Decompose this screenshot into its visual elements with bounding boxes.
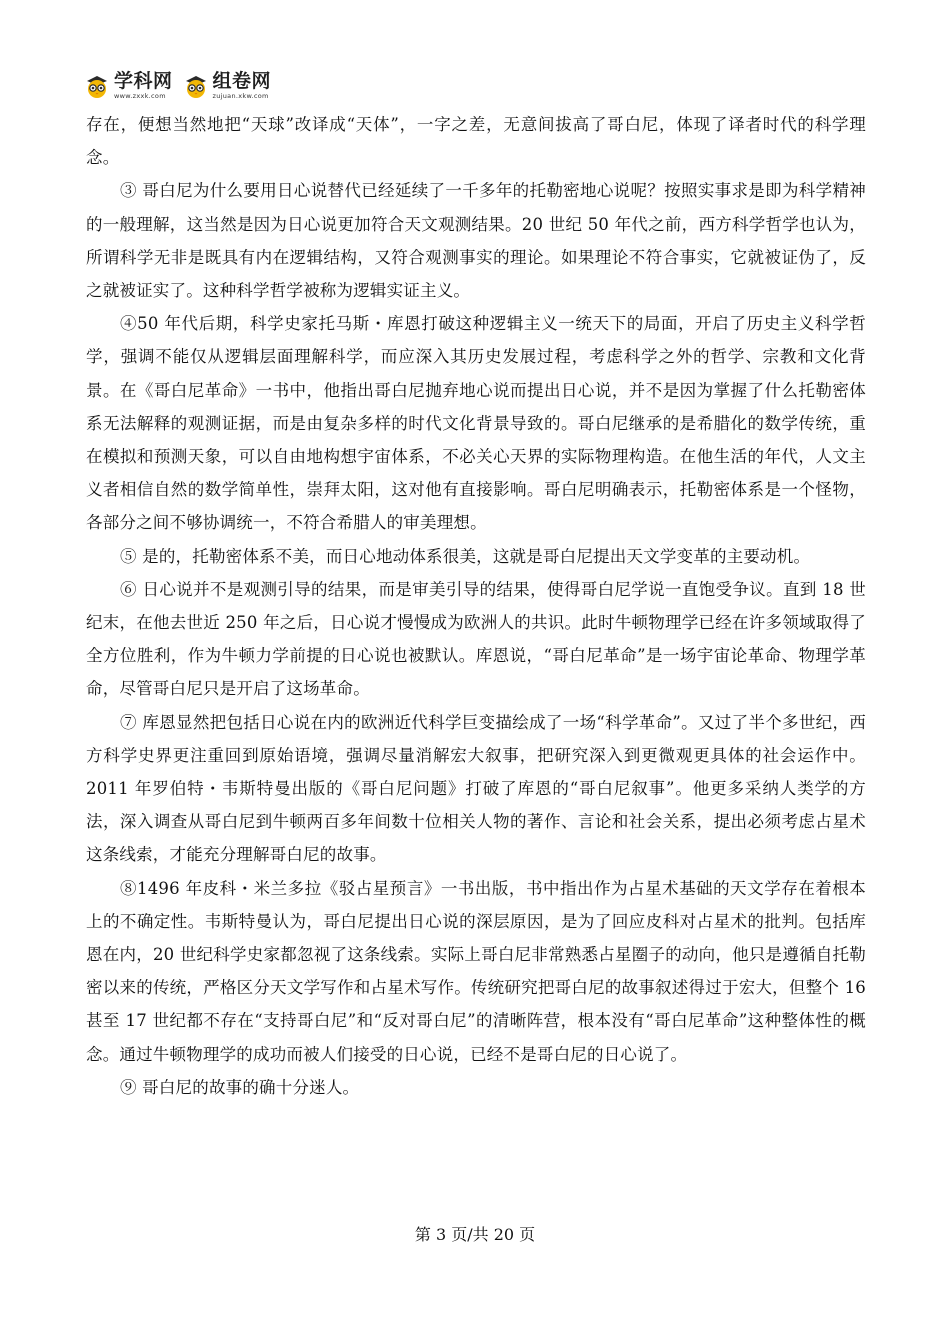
paragraph-7: ⑦ 库恩显然把包括日心说在内的欧洲近代科学巨变描绘成了一场“科学革命”。又过了半个多世纪，西方科学史界更注重回到原始语境，强调尽量消解宏大叙事，把研究深入到更微观更具体的社会运作中。2011 年罗伯特・韦斯特曼出版的《哥白尼问题》打破了库恩的“哥白尼叙事”。他更多采纳人类学的方法，深入调查从哥白尼到牛顿两百多年间数十位相关人物的著作、言论和社会关系，提出必须考虑占星术这条线索，才能充分理解哥白尼的故事。 xyxy=(86,712,866,865)
paragraph-9: ⑨ 哥白尼的故事的确十分迷人。 xyxy=(120,1077,360,1097)
zxxk-logo-name: 学科网 xyxy=(114,70,173,93)
zxxk-logo[interactable] xyxy=(84,72,173,100)
zujuan-logo[interactable] xyxy=(183,72,272,100)
zujuan-logo-name: 组卷网 xyxy=(212,70,272,93)
zxxk-logo-domain: www.zxxk.com xyxy=(114,92,166,101)
page-header xyxy=(84,66,271,106)
paragraph-3: ③ 哥白尼为什么要用日心说替代已经延续了一千多年的托勒密地心说呢？按照实事求是即为科学精神的一般理解，这当然是因为日心说更加符合天文观测结果。20 世纪 50 年代之前，西方科学哲学也认为，所谓科学无非是既具有内在逻辑结构，又符合观测事实的理论。如果理论不符合事实，它就被证伪了，反之就被证实了。这种科学哲学被称为逻辑实证主义。 xyxy=(86,181,866,301)
article-body xyxy=(86,108,866,1104)
zujuan-logo-domain: zujuan.xkw.com xyxy=(212,92,269,101)
owl-mascot-icon xyxy=(183,73,209,99)
page-number: 第 3 页/共 20 页 xyxy=(414,1225,536,1244)
paragraph-5: ⑤ 是的，托勒密体系不美，而日心地动体系很美，这就是哥白尼提出天文学变革的主要动机。 xyxy=(120,546,811,566)
paragraph-continued: 存在，便想当然地把“天球”改译成“天体”，一字之差，无意间拔高了哥白尼，体现了译者时代的科学理念。 xyxy=(86,115,866,168)
paragraph-8: ⑧1496 年皮科・米兰多拉《驳占星预言》一书出版，书中指出作为占星术基础的天文学存在着根本上的不确定性。韦斯特曼认为，哥白尼提出日心说的深层原因，是为了回应皮科对占星术的批判。包括库恩在内，20 世纪科学史家都忽视了这条线索。实际上哥白尼非常熟悉占星圈子的动向，他只是遵循自托勒密以来的传统，严格区分天文学写作和占星术写作。传统研究把哥白尼的故事叙述得过于宏大，但整个 16 甚至 17 世纪都不存在“支持哥白尼”和“反对哥白尼”的清晰阵营，根本没有“哥白尼革命”这种整体性的概念。通过牛顿物理学的成功而被人们接受的日心说，已经不是哥白尼的日心说了。 xyxy=(86,878,866,1064)
owl-mascot-icon xyxy=(84,73,110,99)
paragraph-4: ④50 年代后期，科学史家托马斯・库恩打破这种逻辑主义一统天下的局面，开启了历史主义科学哲学，强调不能仅从逻辑层面理解科学，而应深入其历史发展过程，考虑科学之外的哲学、宗教和文化背景。在《哥白尼革命》一书中，他指出哥白尼抛弃地心说而提出日心说，并不是因为掌握了什么托勒密体系无法解释的观测证据，而是由复杂多样的时代文化背景导致的。哥白尼继承的是希腊化的数学传统，重在模拟和预测天象，可以自由地构想宇宙体系，不必关心天界的实际物理构造。在他生活的年代，人文主义者相信自然的数学简单性，崇拜太阳，这对他有直接影响。哥白尼明确表示，托勒密体系是一个怪物，各部分之间不够协调统一，不符合希腊人的审美理想。 xyxy=(86,314,866,533)
paragraph-6: ⑥ 日心说并不是观测引导的结果，而是审美引导的结果，使得哥白尼学说一直饱受争议。直到 18 世纪末，在他去世近 250 年之后，日心说才慢慢成为欧洲人的共识。此时牛顿物理学已经在许多领域取得了全方位胜利，作为牛顿力学前提的日心说也被默认。库恩说，“哥白尼革命”是一场宇宙论革命、物理学革命，尽管哥白尼只是开启了这场革命。 xyxy=(86,579,866,699)
